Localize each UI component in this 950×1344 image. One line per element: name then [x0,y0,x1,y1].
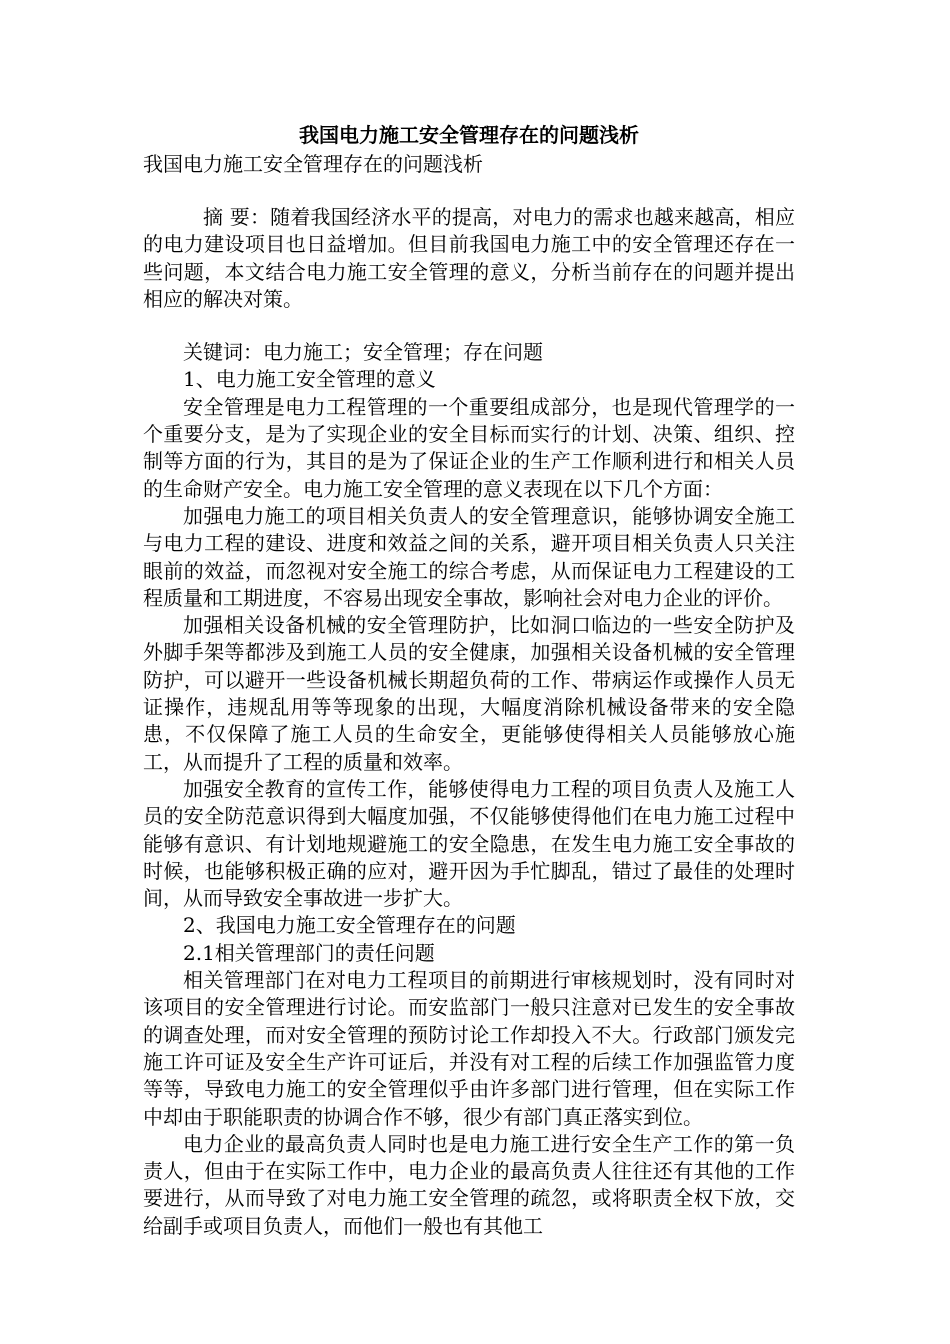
keywords-line: 关键词：电力施工；安全管理；存在问题 [183,340,543,365]
body-paragraph: 电力企业的最高负责人同时也是电力施工进行安全生产工作的第一负责人，但由于在实际工作中，电力企业的最高负责人往往还有其他的工作要进行，从而导致了对电力施工安全管理的疏忽，或将职责全权下放，交给副手或项目负责人，而他们一般也有其他工 [143,1131,795,1238]
spacer [143,178,795,204]
document-page [143,120,795,1240]
body-paragraph: 加强相关设备机械的安全管理防护，比如洞口临边的一些安全防护及外脚手架等都涉及到施工人员的安全健康，加强相关设备机械的安全管理防护，可以避开一些设备机械长期超负荷的工作、带病运作或操作人员无证操作，违规乱用等等现象的出现，大幅度消除机械设备带来的安全隐患，不仅保障了施工人员的生命安全，更能够使得相关人员能够放心施工，从而提升了工程的质量和效率。 [143,613,795,774]
abstract-paragraph: 摘 要：随着我国经济水平的提高，对电力的需求也越来越高，相应的电力建设项目也日益增加。但目前我国电力施工中的安全管理还存在一些问题，本文结合电力施工安全管理的意义，分析当前存在的问题并提出相应的解决对策。 [143,205,795,311]
body-paragraph: 加强电力施工的项目相关负责人的安全管理意识，能够协调安全施工与电力工程的建设、进度和效益之间的关系，避开项目相关负责人只关注眼前的效益，而忽视对安全施工的综合考虑，从而保证电力工程建设的工程质量和工期进度，不容易出现安全事故，影响社会对电力企业的评价。 [143,503,795,610]
body-paragraph: 相关管理部门在对电力工程项目的前期进行审核规划时，没有同时对该项目的安全管理进行讨论。而安监部门一般只注意对已发生的安全事故的调查处理，而对安全管理的预防讨论工作却投入不大。行政部门颁发完施工许可证及安全生产许可证后，并没有对工程的后续工作加强监管力度等等，导致电力施工的安全管理似乎由许多部门进行管理，但在实际工作中却由于职能职责的协调合作不够，很少有部门真正落实到位。 [143,968,795,1129]
spacer [143,313,795,339]
body-paragraph: 安全管理是电力工程管理的一个重要组成部分，也是现代管理学的一个重要分支，是为了实现企业的安全目标而实行的计划、决策、组织、控制等方面的行为，其目的是为了保证企业的生产工作顺利进行和相关人员的生命财产安全。电力施工安全管理的意义表现在以下几个方面： [143,394,795,501]
document-title: 我国电力施工安全管理存在的问题浅析 [299,123,639,147]
section-1-heading: 1、电力施工安全管理的意义 [183,367,436,392]
body-paragraph: 加强安全教育的宣传工作，能够使得电力工程的项目负责人及施工人员的安全防范意识得到大幅度加强，不仅能够使得他们在电力施工过程中能够有意识、有计划地规避施工的安全隐患，在发生电力施工安全事故的时候，也能够积极正确的应对，避开因为手忙脚乱，错过了最佳的处理时间，从而导致安全事故进一步扩大。 [143,776,795,911]
section-2-heading: 2、我国电力施工安全管理存在的问题 [183,913,516,938]
section-2-1-heading: 2.1相关管理部门的责任问题 [183,940,435,965]
document-subtitle: 我国电力施工安全管理存在的问题浅析 [143,152,483,176]
